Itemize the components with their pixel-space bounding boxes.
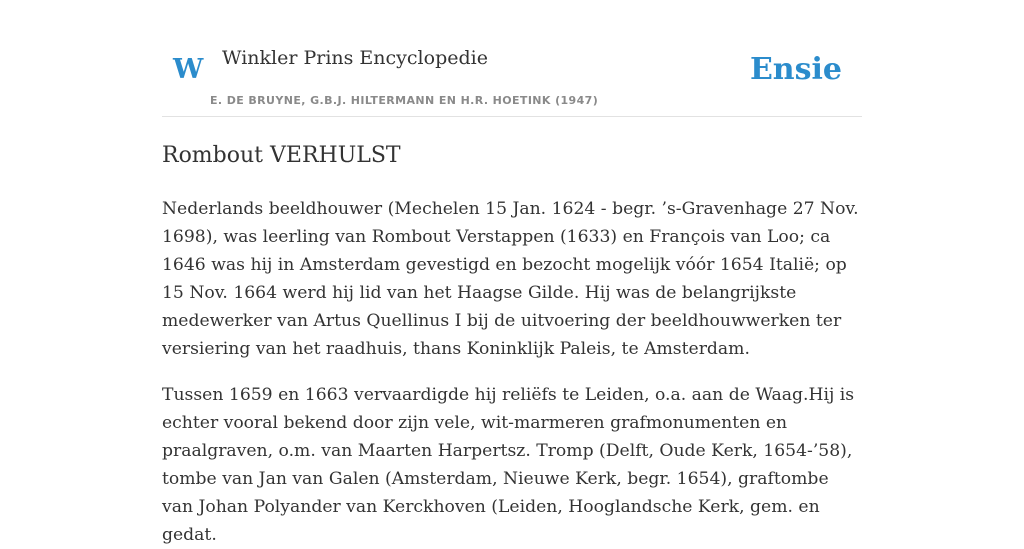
source-title[interactable]: Winkler Prins Encyclopedie	[222, 47, 488, 69]
source-header	[162, 0, 862, 117]
winkler-prins-logo-icon[interactable]: W	[173, 54, 204, 85]
ensie-logo[interactable]: Ensie	[749, 52, 842, 87]
article-paragraph-2: Tussen 1659 en 1663 vervaardigde hij reliëfs te Leiden, o.a. aan de Waag.Hij is echter vooral bekend door zijn vele, wit-marmeren grafmonumenten en praalgraven, o.m. van Maarten Harpertsz. Tromp (Delft, Oude Kerk, 1654-’58), tombe van Jan van Galen (Amsterdam, Nieuwe Kerk, begr. 1654), graftombe van Johan Polyander van Kerckhoven (Leiden, Hooglandsche Kerk, gem. en gedat.	[162, 385, 855, 545]
article-paragraph-1: Nederlands beeldhouwer (Mechelen 15 Jan. 1624 - begr. ’s-Gravenhage 27 Nov. 1698), was leerling van Rombout Verstappen (1633) en François van Loo; ca 1646 was hij in Amsterdam gevestigd en bezocht mogelijk vóór 1654 Italië; op 15 Nov. 1664 werd hij lid van het Haagse Gilde. Hij was de belangrijkste medewerker van Artus Quellinus I bij de uitvoering der beeldhouwwerken ter versiering van het raadhuis, thans Koninklijk Paleis, te Amsterdam.	[162, 199, 859, 359]
source-authors: E. DE BRUYNE, G.B.J. HILTERMANN EN H.R. HOETINK (1947)	[210, 94, 599, 107]
article-title: Rombout VERHULST	[162, 143, 401, 168]
page	[162, 0, 862, 549]
